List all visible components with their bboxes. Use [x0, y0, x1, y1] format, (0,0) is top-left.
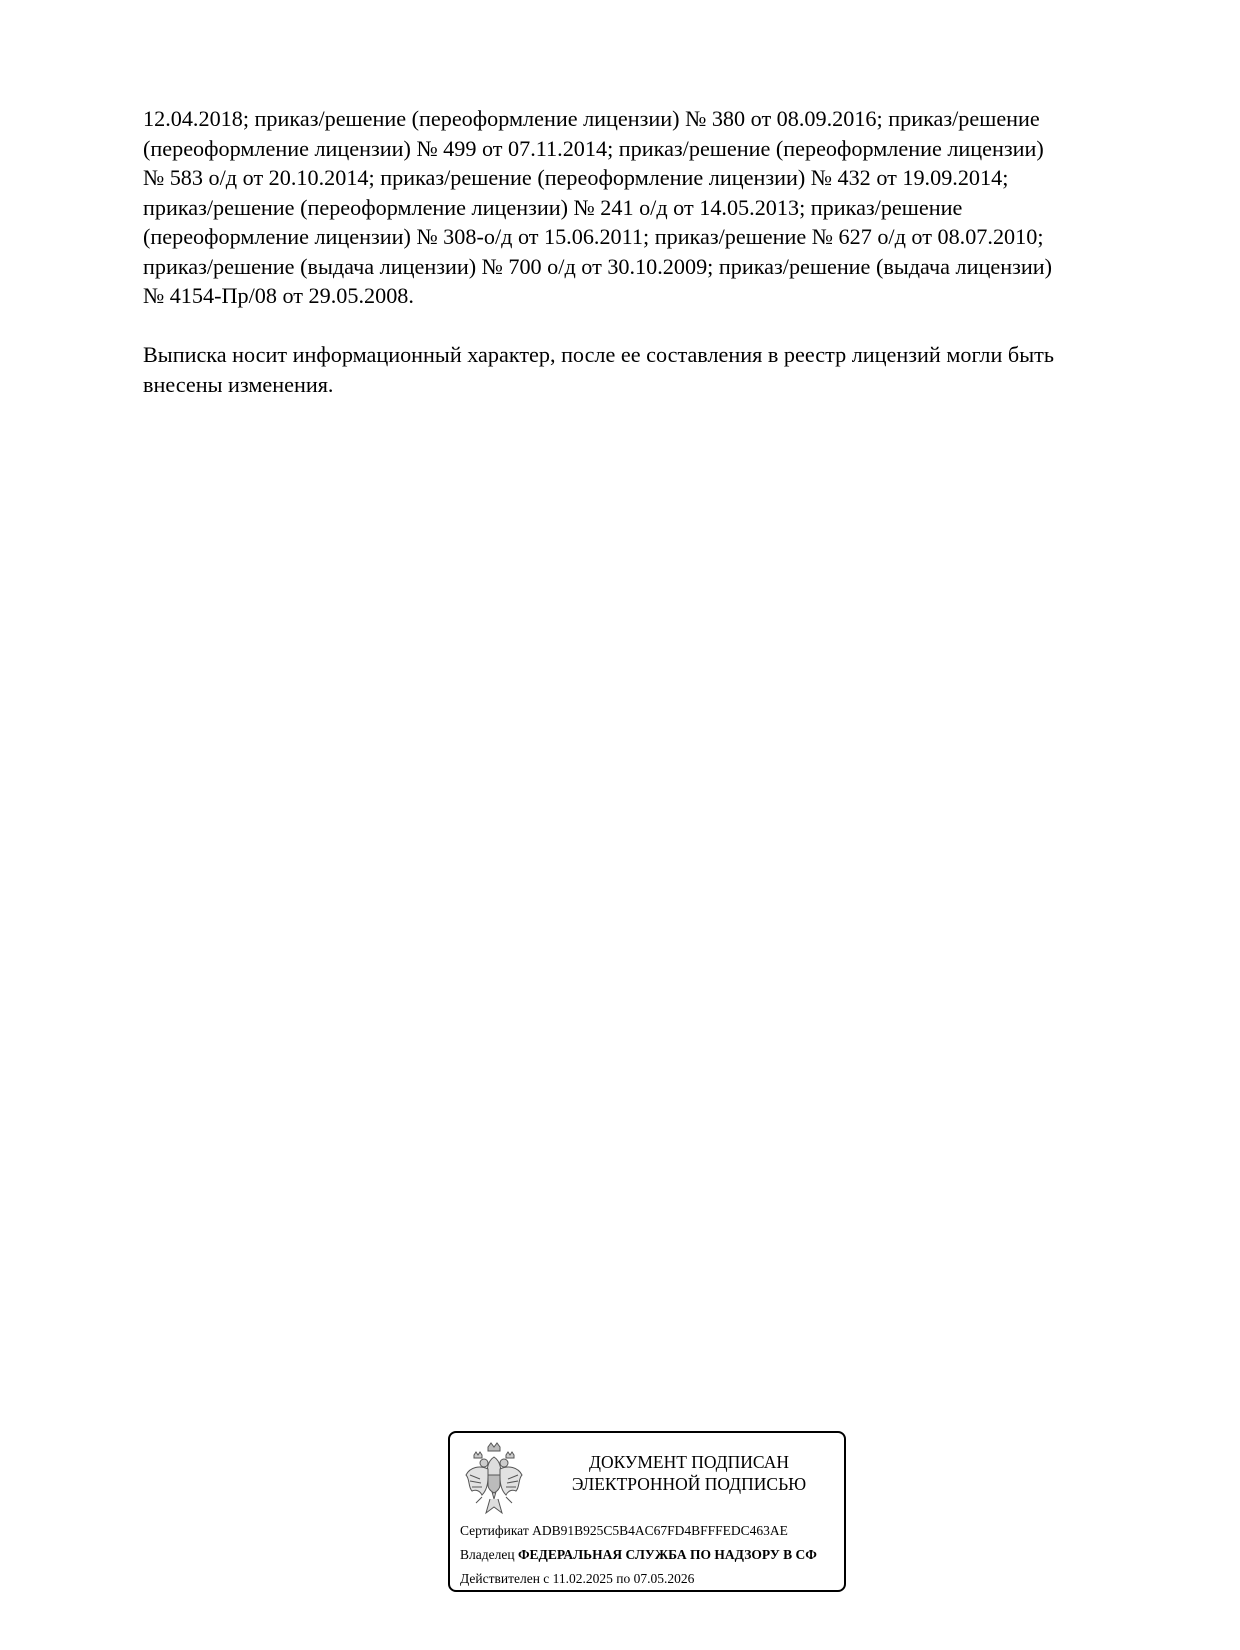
owner-label: Владелец [460, 1547, 515, 1562]
paragraph-line: № 4154-Пр/08 от 29.05.2008. [143, 283, 414, 308]
paragraph-line: № 583 о/д от 20.10.2014; приказ/решение (переоформление лицензии) № 432 от 19.09.2014; [143, 165, 1009, 190]
paragraph-line: (переоформление лицензии) № 499 от 07.11.2014; приказ/решение (переоформление лицензии) [143, 135, 1044, 161]
paragraph-line: (переоформление лицензии) № 308-о/д от 15.06.2011; приказ/решение № 627 о/д от 08.07.2010; [143, 224, 1044, 249]
stamp-title [540, 1451, 838, 1495]
paragraph-line: приказ/решение (переоформление лицензии) № 241 о/д от 14.05.2013; приказ/решение [143, 194, 963, 220]
owner-row [460, 1546, 817, 1564]
owner-value: ФЕДЕРАЛЬНАЯ СЛУЖБА ПО НАДЗОРУ В СФ [517, 1547, 817, 1562]
certificate-row [460, 1522, 788, 1540]
license-orders-paragraph [143, 104, 1143, 311]
certificate-label: Сертификат [460, 1523, 529, 1538]
paragraph-line: внесены изменения. [143, 371, 334, 397]
certificate-value: ADB91B925C5B4AC67FD4BFFFEDC463AE [532, 1523, 788, 1538]
stamp-title-line: ДОКУМЕНТ ПОДПИСАН [589, 1452, 789, 1472]
paragraph-line: приказ/решение (выдача лицензии) № 700 о/д от 30.10.2009; приказ/решение (выдача лицензии) [143, 253, 1052, 279]
stamp-title-line: ЭЛЕКТРОННОЙ ПОДПИСЬЮ [571, 1474, 807, 1494]
coat-of-arms-icon [462, 1441, 526, 1521]
disclaimer-paragraph [143, 340, 1143, 399]
validity-row: Действителен с 11.02.2025 по 07.05.2026 [460, 1571, 695, 1586]
paragraph-line: Выписка носит информационный характер, после ее составления в реестр лицензий могли быть [143, 342, 1054, 367]
electronic-signature-stamp [448, 1431, 846, 1592]
paragraph-line: 12.04.2018; приказ/решение (переоформление лицензии) № 380 от 08.09.2016; приказ/решение [143, 106, 1040, 131]
